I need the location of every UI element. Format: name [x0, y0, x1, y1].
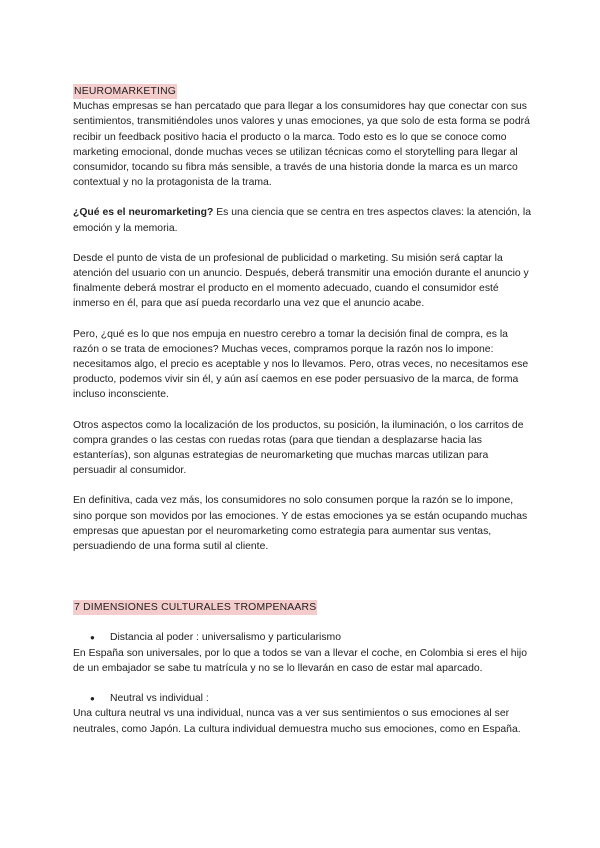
bullet-icon: ● — [90, 694, 95, 704]
bullet-icon: ● — [90, 633, 95, 643]
definition-answer: Es una ciencia que se centra en tres aspectos claves: la atención, la emoción y la memoria. — [73, 207, 531, 234]
definition-question: ¿Qué es el neuromarketing? — [73, 207, 214, 219]
dimension-description: En España son universales, por lo que a todos se van a llevar el coche, en Colombia si eres el hijo de un embajador se sabe tu matrícula y no se lo llevarán en caso de estar mal aparcado. — [73, 647, 527, 674]
paragraph-professional: Desde el punto de vista de un profesional de publicidad o marketing. Su misión será captar la atención del usuario con un anuncio. Después, deberá transmitir una emoción durante el anuncio y finalmente deberá mostrar el producto en el momento adecuado, cuando el consumidor esté inmerso en él, para que así pueda recordarlo una vez que el anuncio acabe. — [73, 252, 529, 310]
dimensions-list — [73, 630, 533, 645]
section-heading-trompenaars: 7 DIMENSIONES CULTURALES TROMPENAARS — [73, 600, 317, 615]
paragraph-definition — [73, 205, 533, 235]
list-item — [73, 630, 533, 645]
paragraph-strategies: Otros aspectos como la localización de los productos, su posición, la iluminación, o los carritos de compra grandes o las cestas con ruedas rotas (para que tiendan a desplazarse hacia las estanterías), son algunas estrategias de neuromarketing que muchas marcas utilizan para persuadir al consumidor. — [73, 419, 524, 477]
paragraph-intro: Muchas empresas se han percatado que para llegar a los consumidores hay que conectar con sus sentimientos, transmitiéndoles unos valores y unas emociones, ya que solo de esta forma se podrá recibir un feedback positivo hacia el producto o la marca. Todo esto es lo que se conoce como marketing emocional, donde muchas veces se utilizan técnicas como el storytelling para llegar al consumidor, tocando su fibra más sensible, a través de una historia donde la marca es un marco contextual y no la protagonista de la trama. — [73, 101, 530, 189]
paragraph-decision: Pero, ¿qué es lo que nos empuja en nuestro cerebro a tomar la decisión final de compra, es la razón o se trata de emociones? Muchas veces, compramos porque la razón nos lo impone: necesitamos algo, el precio es aceptable y nos lo llevamos. Pero, otras veces, no necesitamos ese producto, podemos vivir sin él, y aún así caemos en ese poder persuasivo de la marca, de forma incluso inconsciente. — [73, 328, 529, 401]
section-heading-neuromarketing: NEUROMARKETING — [73, 84, 177, 99]
list-item-label: Neutral vs individual : — [110, 693, 209, 705]
dimensions-list — [73, 691, 533, 706]
list-item-label: Distancia al poder : universalismo y particularismo — [110, 632, 341, 644]
paragraph-conclusion: En definitiva, cada vez más, los consumidores no solo consumen porque la razón se lo impone, sino porque son movidos por las emociones. Y de estas emociones ya se están ocupando muchas empresas que apuestan por el neuromarketing como estrategia para aumentar sus ventas, persuadiendo de una forma sutil al cliente. — [73, 495, 528, 553]
dimension-description: Una cultura neutral vs una individual, nunca vas a ver sus sentimientos o sus emociones al ser neutrales, como Japón. La cultura individual demuestra mucho sus emociones, como en España. — [73, 708, 521, 735]
document-body — [73, 84, 533, 737]
list-item — [73, 691, 533, 706]
